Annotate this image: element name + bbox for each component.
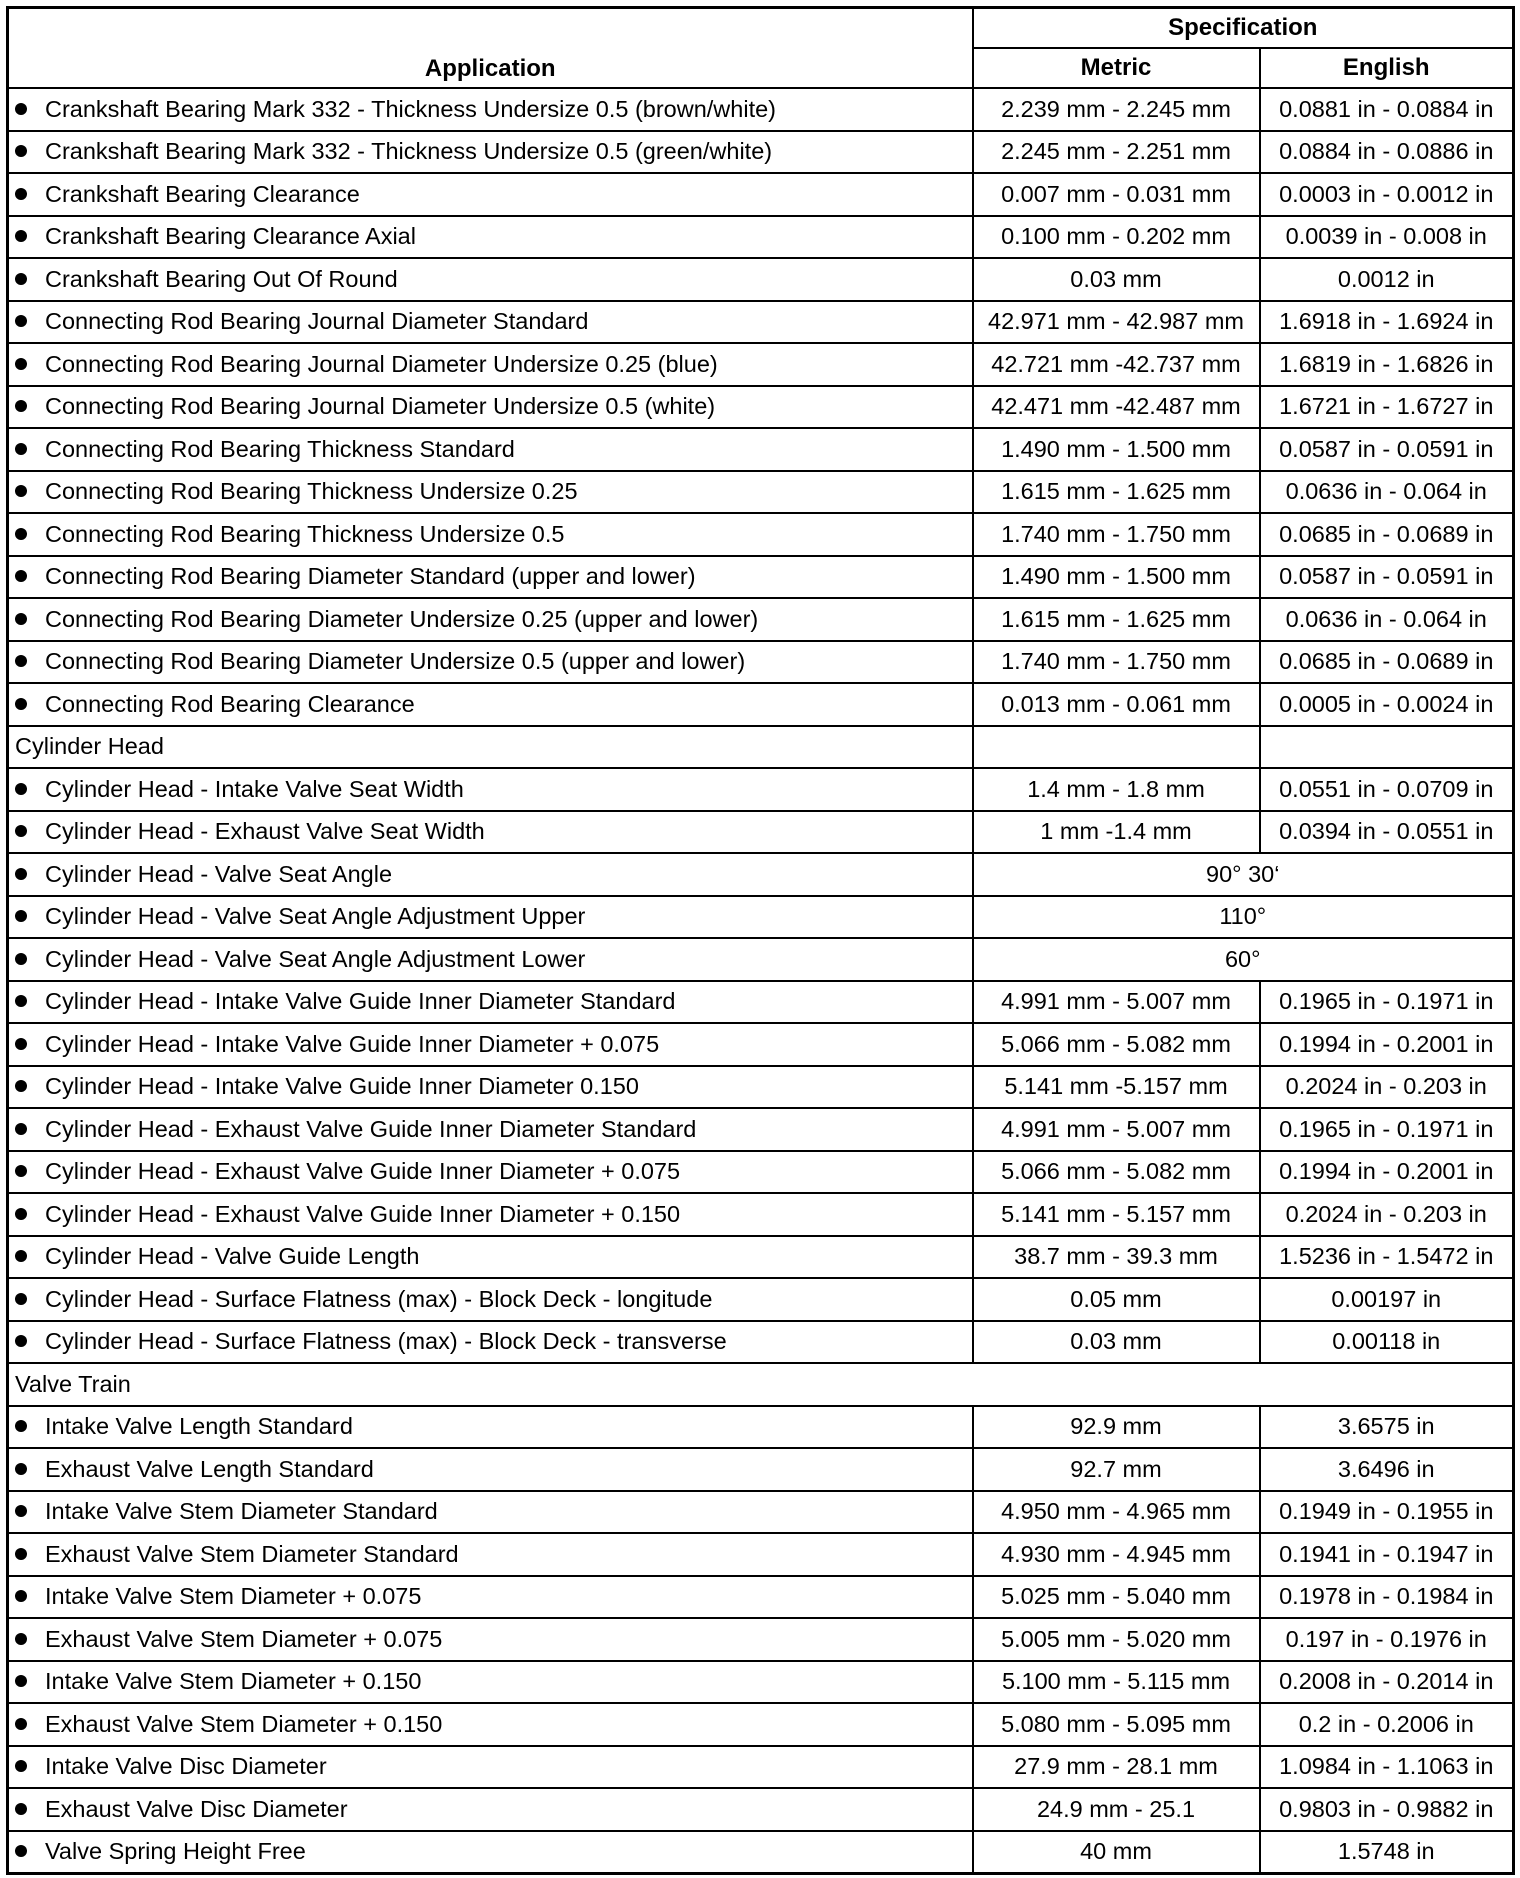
application-text: Intake Valve Stem Diameter + 0.075 [45, 1583, 422, 1609]
metric-cell: 27.9 mm - 28.1 mm [973, 1746, 1260, 1789]
table-row [8, 1448, 1514, 1491]
table-row [8, 258, 1514, 301]
bullet-icon [15, 570, 27, 582]
english-cell: 1.0984 in - 1.1063 in [1260, 1746, 1514, 1789]
english-cell: 0.0012 in [1260, 258, 1514, 301]
application-cell [8, 131, 973, 174]
table-row [8, 343, 1514, 386]
metric-cell: 5.141 mm - 5.157 mm [973, 1193, 1260, 1236]
english-cell: 1.6918 in - 1.6924 in [1260, 301, 1514, 344]
metric-cell: 5.066 mm - 5.082 mm [973, 1023, 1260, 1066]
table-row [8, 1066, 1514, 1109]
english-cell: 0.2024 in - 0.203 in [1260, 1066, 1514, 1109]
table-row [8, 1533, 1514, 1576]
english-cell: 1.5748 in [1260, 1831, 1514, 1874]
bullet-icon [15, 1675, 27, 1687]
application-cell [8, 1193, 973, 1236]
specification-cell: 110° [973, 896, 1514, 939]
application-cell [8, 258, 973, 301]
english-cell: 0.1978 in - 0.1984 in [1260, 1576, 1514, 1619]
table-row [8, 1703, 1514, 1746]
table-row [8, 216, 1514, 259]
english-cell: 0.197 in - 0.1976 in [1260, 1618, 1514, 1661]
table-row [8, 683, 1514, 726]
table-row [8, 768, 1514, 811]
application-text: Cylinder Head - Intake Valve Guide Inner Diameter Standard [45, 988, 676, 1014]
table-row [8, 1491, 1514, 1534]
application-text: Exhaust Valve Length Standard [45, 1455, 374, 1482]
metric-cell: 0.007 mm - 0.031 mm [973, 173, 1260, 216]
bullet-icon [15, 1335, 27, 1347]
english-cell: 0.0685 in - 0.0689 in [1260, 641, 1514, 684]
english-cell: 0.0685 in - 0.0689 in [1260, 513, 1514, 556]
application-cell [8, 343, 973, 386]
table-header [8, 8, 1514, 89]
application-text: Connecting Rod Bearing Thickness Undersize 0.25 [45, 478, 578, 504]
table-row [8, 471, 1514, 514]
bullet-icon [15, 358, 27, 370]
header-application: Application [8, 8, 973, 89]
application-cell [8, 1066, 973, 1109]
bullet-icon [15, 188, 27, 200]
metric-cell: 5.080 mm - 5.095 mm [973, 1703, 1260, 1746]
bullet-icon [15, 103, 27, 115]
application-cell [8, 88, 973, 131]
metric-cell: 4.991 mm - 5.007 mm [973, 981, 1260, 1024]
bullet-icon [15, 910, 27, 922]
application-text: Cylinder Head - Intake Valve Guide Inner Diameter 0.150 [45, 1073, 639, 1099]
application-cell [8, 641, 973, 684]
bullet-icon [15, 443, 27, 455]
application-text: Exhaust Valve Stem Diameter Standard [45, 1540, 459, 1567]
bullet-icon [15, 1420, 27, 1432]
table-row [8, 1746, 1514, 1789]
table-row [8, 1108, 1514, 1151]
application-text: Connecting Rod Bearing Clearance [45, 690, 415, 717]
english-cell: 0.0636 in - 0.064 in [1260, 471, 1514, 514]
table-row [8, 981, 1514, 1024]
application-text: Cylinder Head - Surface Flatness (max) - Block Deck - longitude [45, 1285, 713, 1312]
table-row [8, 1278, 1514, 1321]
bullet-icon [15, 1165, 27, 1177]
english-cell: 0.0551 in - 0.0709 in [1260, 768, 1514, 811]
application-text: Cylinder Head - Valve Guide Length [45, 1243, 420, 1269]
bullet-icon [15, 1080, 27, 1092]
metric-cell: 2.239 mm - 2.245 mm [973, 88, 1260, 131]
table-row [8, 173, 1514, 216]
metric-cell: 5.100 mm - 5.115 mm [973, 1661, 1260, 1704]
application-cell [8, 556, 973, 599]
application-text: Cylinder Head - Exhaust Valve Guide Inner Diameter + 0.075 [45, 1158, 681, 1184]
metric-cell: 38.7 mm - 39.3 mm [973, 1236, 1260, 1279]
application-text: Crankshaft Bearing Mark 332 - Thickness Undersize 0.5 (brown/white) [45, 95, 776, 122]
application-cell [8, 301, 973, 344]
application-text: Intake Valve Disc Diameter [45, 1753, 327, 1779]
bullet-icon [15, 995, 27, 1007]
metric-cell: 1.490 mm - 1.500 mm [973, 556, 1260, 599]
application-text: Crankshaft Bearing Out Of Round [45, 265, 398, 292]
application-cell [8, 1321, 973, 1364]
table-row [8, 853, 1514, 896]
bullet-icon [15, 1123, 27, 1135]
specification-table [6, 6, 1515, 1875]
application-text: Connecting Rod Bearing Journal Diameter Undersize 0.5 (white) [45, 393, 716, 419]
bullet-icon [15, 1293, 27, 1305]
application-cell [8, 1788, 973, 1831]
application-cell [8, 1576, 973, 1619]
english-cell: 1.6721 in - 1.6727 in [1260, 386, 1514, 429]
application-cell [8, 1831, 973, 1874]
english-cell: 3.6575 in [1260, 1406, 1514, 1449]
bullet-icon [15, 1505, 27, 1517]
application-cell [8, 853, 973, 896]
metric-cell: 1 mm -1.4 mm [973, 811, 1260, 854]
table-row [8, 1618, 1514, 1661]
english-cell: 0.2024 in - 0.203 in [1260, 1193, 1514, 1236]
table-row [8, 1788, 1514, 1831]
application-text: Exhaust Valve Stem Diameter + 0.150 [45, 1710, 443, 1737]
application-cell [8, 768, 973, 811]
english-cell: 0.0636 in - 0.064 in [1260, 598, 1514, 641]
table-row [8, 1193, 1514, 1236]
bullet-icon [15, 655, 27, 667]
table-row [8, 88, 1514, 131]
english-cell: 0.0587 in - 0.0591 in [1260, 556, 1514, 599]
table-row [8, 1576, 1514, 1619]
application-cell [8, 1746, 973, 1789]
english-cell: 0.2 in - 0.2006 in [1260, 1703, 1514, 1746]
application-text: Intake Valve Stem Diameter Standard [45, 1498, 438, 1524]
english-cell: 0.0884 in - 0.0886 in [1260, 131, 1514, 174]
application-text: Cylinder Head - Valve Seat Angle Adjustment Upper [45, 903, 586, 929]
application-cell [8, 598, 973, 641]
english-cell: 3.6496 in [1260, 1448, 1514, 1491]
application-text: Cylinder Head - Exhaust Valve Guide Inner Diameter Standard [45, 1115, 697, 1142]
header-metric: Metric [973, 48, 1260, 88]
metric-cell: 92.9 mm [973, 1406, 1260, 1449]
table-row [8, 598, 1514, 641]
specification-cell: 60° [973, 938, 1514, 981]
english-cell: 0.1994 in - 0.2001 in [1260, 1023, 1514, 1066]
bullet-icon [15, 613, 27, 625]
application-cell [8, 1661, 973, 1704]
application-text: Connecting Rod Bearing Thickness Standard [45, 435, 515, 462]
bullet-icon [15, 1548, 27, 1560]
application-cell [8, 1448, 973, 1491]
english-cell: 0.1994 in - 0.2001 in [1260, 1151, 1514, 1194]
metric-cell: 0.100 mm - 0.202 mm [973, 216, 1260, 259]
application-text: Cylinder Head - Exhaust Valve Seat Width [45, 818, 485, 844]
table-row [8, 1151, 1514, 1194]
section-row [8, 1363, 1514, 1406]
english-cell: 0.2008 in - 0.2014 in [1260, 1661, 1514, 1704]
metric-cell: 42.971 mm - 42.987 mm [973, 301, 1260, 344]
table-row [8, 428, 1514, 471]
table-body [8, 88, 1514, 1874]
metric-cell: 5.025 mm - 5.040 mm [973, 1576, 1260, 1619]
table-row [8, 938, 1514, 981]
bullet-icon [15, 273, 27, 285]
metric-cell: 5.005 mm - 5.020 mm [973, 1618, 1260, 1661]
bullet-icon [15, 698, 27, 710]
application-cell [8, 1491, 973, 1534]
bullet-icon [15, 1250, 27, 1262]
bullet-icon [15, 485, 27, 497]
english-cell: 0.1949 in - 0.1955 in [1260, 1491, 1514, 1534]
english-cell: 0.9803 in - 0.9882 in [1260, 1788, 1514, 1831]
metric-cell: 5.141 mm -5.157 mm [973, 1066, 1260, 1109]
english-cell: 0.1965 in - 0.1971 in [1260, 1108, 1514, 1151]
application-text: Connecting Rod Bearing Diameter Undersize 0.25 (upper and lower) [45, 605, 759, 632]
metric-cell [973, 726, 1260, 769]
metric-cell: 40 mm [973, 1831, 1260, 1874]
bullet-icon [15, 953, 27, 965]
section-heading: Valve Train [8, 1363, 1514, 1406]
metric-cell: 4.930 mm - 4.945 mm [973, 1533, 1260, 1576]
metric-cell: 24.9 mm - 25.1 [973, 1788, 1260, 1831]
application-cell [8, 683, 973, 726]
application-text: Valve Spring Height Free [45, 1838, 306, 1864]
english-cell: 0.0005 in - 0.0024 in [1260, 683, 1514, 726]
metric-cell: 1.490 mm - 1.500 mm [973, 428, 1260, 471]
application-text: Cylinder Head - Exhaust Valve Guide Inner Diameter + 0.150 [45, 1200, 681, 1227]
table-row [8, 1406, 1514, 1449]
bullet-icon [15, 1208, 27, 1220]
application-text: Cylinder Head - Intake Valve Seat Width [45, 775, 464, 802]
application-text: Exhaust Valve Disc Diameter [45, 1795, 348, 1822]
english-cell: 1.5236 in - 1.5472 in [1260, 1236, 1514, 1279]
section-row [8, 726, 1514, 769]
table-row [8, 301, 1514, 344]
application-cell [8, 1533, 973, 1576]
application-cell [8, 896, 973, 939]
table-row [8, 1236, 1514, 1279]
metric-cell: 92.7 mm [973, 1448, 1260, 1491]
application-cell [8, 1151, 973, 1194]
table-row [8, 1023, 1514, 1066]
metric-cell: 1.4 mm - 1.8 mm [973, 768, 1260, 811]
application-cell [8, 811, 973, 854]
bullet-icon [15, 1038, 27, 1050]
metric-cell: 2.245 mm - 2.251 mm [973, 131, 1260, 174]
metric-cell: 1.615 mm - 1.625 mm [973, 598, 1260, 641]
application-cell [8, 513, 973, 556]
application-text: Intake Valve Stem Diameter + 0.150 [45, 1668, 422, 1694]
english-cell: 1.6819 in - 1.6826 in [1260, 343, 1514, 386]
english-cell: 0.0394 in - 0.0551 in [1260, 811, 1514, 854]
english-cell: 0.00197 in [1260, 1278, 1514, 1321]
table-row [8, 1661, 1514, 1704]
english-cell: 0.0881 in - 0.0884 in [1260, 88, 1514, 131]
bullet-icon [15, 400, 27, 412]
bullet-icon [15, 1463, 27, 1475]
table-row [8, 1321, 1514, 1364]
application-text: Crankshaft Bearing Clearance [45, 180, 360, 207]
metric-cell: 0.03 mm [973, 258, 1260, 301]
metric-cell: 5.066 mm - 5.082 mm [973, 1151, 1260, 1194]
table-row [8, 386, 1514, 429]
header-english: English [1260, 48, 1514, 88]
application-cell [8, 1023, 973, 1066]
application-cell [8, 1278, 973, 1321]
bullet-icon [15, 868, 27, 880]
metric-cell: 1.740 mm - 1.750 mm [973, 513, 1260, 556]
application-cell [8, 216, 973, 259]
application-cell [8, 173, 973, 216]
english-cell: 0.1965 in - 0.1971 in [1260, 981, 1514, 1024]
application-text: Connecting Rod Bearing Journal Diameter Undersize 0.25 (blue) [45, 350, 718, 377]
metric-cell: 4.991 mm - 5.007 mm [973, 1108, 1260, 1151]
english-cell: 0.00118 in [1260, 1321, 1514, 1364]
bullet-icon [15, 315, 27, 327]
application-cell [8, 938, 973, 981]
application-text: Cylinder Head - Valve Seat Angle [45, 860, 393, 887]
metric-cell: 4.950 mm - 4.965 mm [973, 1491, 1260, 1534]
application-text: Cylinder Head - Valve Seat Angle Adjustment Lower [45, 945, 586, 972]
table-row [8, 131, 1514, 174]
table-row [8, 896, 1514, 939]
application-text: Cylinder Head - Surface Flatness (max) - Block Deck - transverse [45, 1328, 727, 1354]
application-cell [8, 386, 973, 429]
application-cell [8, 981, 973, 1024]
english-cell: 0.1941 in - 0.1947 in [1260, 1533, 1514, 1576]
bullet-icon [15, 1760, 27, 1772]
metric-cell: 1.740 mm - 1.750 mm [973, 641, 1260, 684]
application-text: Crankshaft Bearing Mark 332 - Thickness Undersize 0.5 (green/white) [45, 138, 773, 164]
application-text: Cylinder Head - Intake Valve Guide Inner Diameter + 0.075 [45, 1030, 660, 1057]
metric-cell: 0.013 mm - 0.061 mm [973, 683, 1260, 726]
application-text: Connecting Rod Bearing Diameter Standard (upper and lower) [45, 563, 696, 589]
application-text: Connecting Rod Bearing Thickness Undersize 0.5 [45, 520, 565, 547]
application-text: Crankshaft Bearing Clearance Axial [45, 223, 416, 249]
bullet-icon [15, 1718, 27, 1730]
english-cell: 0.0039 in - 0.008 in [1260, 216, 1514, 259]
table-row [8, 556, 1514, 599]
application-text: Connecting Rod Bearing Journal Diameter Standard [45, 308, 589, 334]
bullet-icon [15, 1590, 27, 1602]
bullet-icon [15, 1803, 27, 1815]
application-cell [8, 1618, 973, 1661]
bullet-icon [15, 1633, 27, 1645]
bullet-icon [15, 528, 27, 540]
application-text: Connecting Rod Bearing Diameter Undersize 0.5 (upper and lower) [45, 648, 746, 674]
bullet-icon [15, 1845, 27, 1857]
application-text: Intake Valve Length Standard [45, 1413, 353, 1439]
specification-cell: 90° 30‘ [973, 853, 1514, 896]
metric-cell: 0.05 mm [973, 1278, 1260, 1321]
bullet-icon [15, 783, 27, 795]
english-cell: 0.0003 in - 0.0012 in [1260, 173, 1514, 216]
application-cell [8, 1406, 973, 1449]
bullet-icon [15, 145, 27, 157]
metric-cell: 1.615 mm - 1.625 mm [973, 471, 1260, 514]
table-row [8, 1831, 1514, 1874]
english-cell [1260, 726, 1514, 769]
metric-cell: 0.03 mm [973, 1321, 1260, 1364]
bullet-icon [15, 230, 27, 242]
section-heading: Cylinder Head [8, 726, 973, 769]
table-row [8, 513, 1514, 556]
header-specification: Specification [973, 8, 1514, 49]
metric-cell: 42.471 mm -42.487 mm [973, 386, 1260, 429]
bullet-icon [15, 825, 27, 837]
application-cell [8, 1703, 973, 1746]
application-cell [8, 1236, 973, 1279]
application-text: Exhaust Valve Stem Diameter + 0.075 [45, 1625, 443, 1652]
table-row [8, 641, 1514, 684]
application-cell [8, 1108, 973, 1151]
application-cell [8, 428, 973, 471]
english-cell: 0.0587 in - 0.0591 in [1260, 428, 1514, 471]
table-row [8, 811, 1514, 854]
application-cell [8, 471, 973, 514]
metric-cell: 42.721 mm -42.737 mm [973, 343, 1260, 386]
